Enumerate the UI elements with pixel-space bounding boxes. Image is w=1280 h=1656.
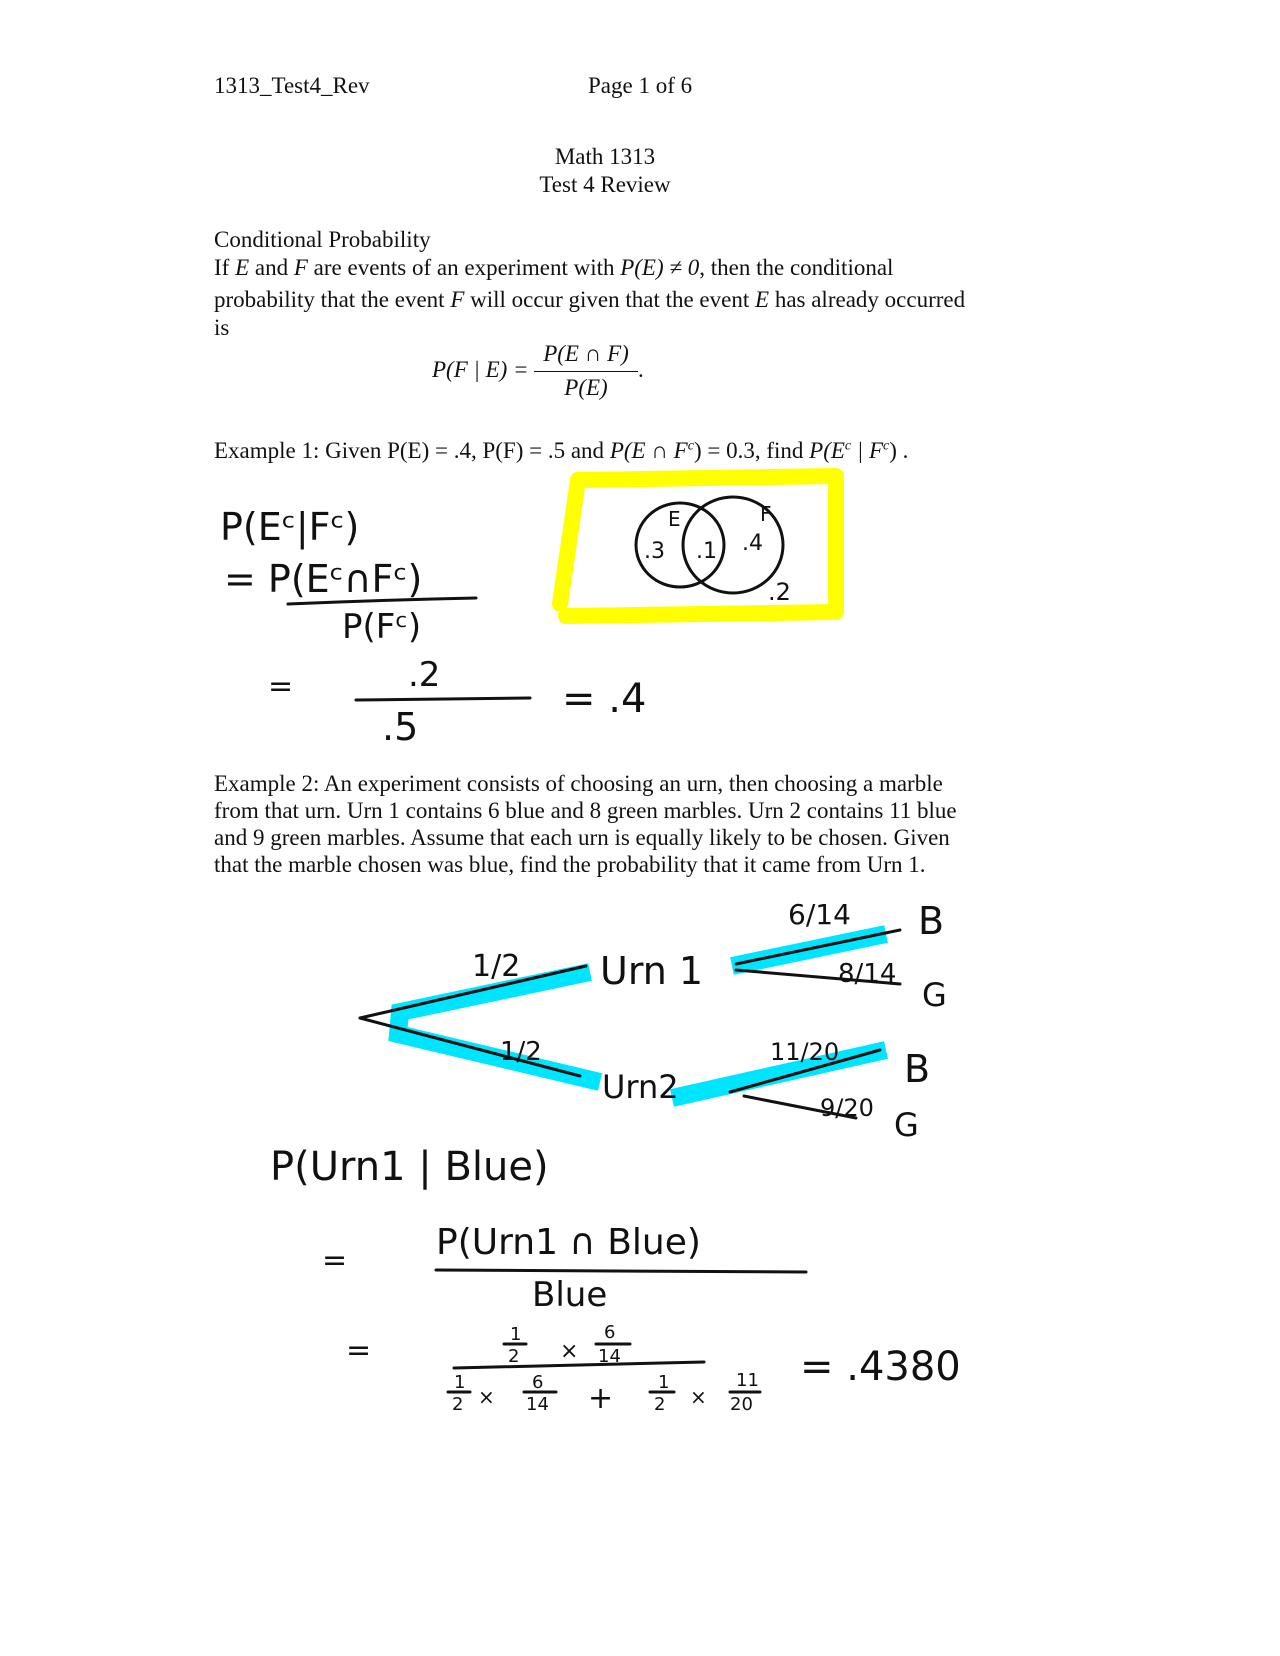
definition-line1: If E and F are events of an experiment with P(E) ≠ 0, then the conditional [214, 255, 894, 280]
svg-text:1: 1 [510, 1324, 522, 1345]
venn-label-e: E [668, 507, 681, 531]
tree-prob-urn2: 1/2 [500, 1037, 542, 1067]
example2-line1: Example 2: An experiment consists of choosing an urn, then choosing a marble [214, 771, 943, 796]
definition-line2: probability that the event F will occur given that the event E has already occurred [214, 287, 966, 312]
tree-outcome-g1: G [922, 976, 947, 1014]
svg-text:11: 11 [736, 1370, 759, 1391]
svg-text:20: 20 [730, 1394, 753, 1415]
venn-only-e: .3 [644, 539, 665, 564]
svg-text:14: 14 [526, 1394, 549, 1415]
ex2-hw-fraction-bar1 [436, 1270, 806, 1272]
ex2-hw-frac-denominator [448, 1370, 760, 1416]
svg-text:14: 14 [598, 1346, 621, 1367]
svg-text:2: 2 [452, 1394, 464, 1415]
svg-text:6: 6 [604, 1322, 616, 1343]
formula-lhs: P(F | E) = [432, 357, 529, 382]
ex1-hw-fraction-bar2 [356, 698, 530, 700]
page-number: Page 1 of 6 [588, 73, 693, 98]
tree-prob-blue-urn1: 6/14 [788, 898, 851, 931]
example1-statement: Example 1: Given P(E) = .4, P(F) = .5 and P(E ∩ $F^c) = 0.3$, find $P(E^c$ | $F^c$) . [214, 438, 909, 463]
ex2-hw-frac-numerator [504, 1322, 630, 1367]
svg-text:+: + [588, 1381, 614, 1416]
svg-text:1: 1 [658, 1372, 670, 1393]
tree-outcome-g2: G [894, 1106, 919, 1144]
formula-numerator: P(E ∩ F) [543, 341, 629, 366]
venn-diagram [636, 497, 791, 606]
tree-prob-blue-urn2: 11/20 [770, 1038, 840, 1066]
example2-line2: from that urn. Urn 1 contains 6 blue and 8 green marbles. Urn 2 contains 11 blue [214, 798, 957, 823]
ex1-hw-den1: P(Fᶜ) [342, 607, 422, 647]
svg-text:2: 2 [654, 1394, 666, 1415]
tree-prob-green-urn1: 8/14 [838, 959, 897, 989]
venn-outside: .2 [768, 578, 791, 606]
svg-text:×: × [690, 1385, 707, 1409]
ex2-hw-line1: P(Urn1 | Blue) [270, 1144, 549, 1190]
tree-prob-green-urn2: 9/20 [820, 1094, 874, 1122]
definition-line3: is [214, 315, 230, 340]
section-heading: Conditional Probability [214, 227, 431, 252]
ex2-hw-denominator: Blue [532, 1275, 608, 1315]
formula-period: . [638, 357, 644, 382]
ex2-hw-eq2: = [346, 1333, 372, 1368]
document-id: 1313_Test4_Rev [214, 73, 370, 98]
svg-text:6: 6 [532, 1372, 544, 1393]
svg-text:×: × [560, 1339, 579, 1364]
example2-line3: and 9 green marbles. Assume that each urn is equally likely to be chosen. Given [214, 825, 950, 850]
tree-prob-urn1: 1/2 [472, 949, 521, 984]
doc-title-line1: Math 1313 [554, 144, 656, 169]
tree-outcome-b2: B [904, 1047, 931, 1091]
ex1-hw-den2: .5 [382, 705, 419, 749]
tree-node-urn1: Urn 1 [600, 949, 704, 993]
ex2-hw-eq1: = [322, 1243, 348, 1278]
venn-only-f: .4 [742, 531, 763, 556]
tree-node-urn2: Urn2 [602, 1068, 679, 1106]
svg-text:2: 2 [508, 1346, 520, 1367]
ex1-hw-line1: P(Eᶜ|Fᶜ) [220, 505, 360, 549]
svg-text:×: × [478, 1385, 495, 1409]
ex2-hw-fraction-bar2 [454, 1362, 704, 1368]
ex1-hw-line2: = P(Eᶜ∩Fᶜ) [224, 557, 423, 601]
tree-outcome-b1: B [918, 899, 945, 943]
example2-line4: that the marble chosen was blue, find the probability that it came from Urn 1. [214, 852, 926, 877]
ex2-hw-numerator: P(Urn1 ∩ Blue) [436, 1222, 701, 1263]
ex1-hw-result: = .4 [562, 676, 647, 722]
ex1-hw-eq: = [268, 669, 294, 704]
svg-text:1: 1 [454, 1372, 466, 1393]
venn-intersection: .1 [696, 539, 717, 564]
venn-label-f: F [760, 502, 772, 526]
ex2-hw-result: = .4380 [800, 1344, 961, 1390]
doc-title-line2: Test 4 Review [539, 172, 671, 197]
formula-denominator: P(E) [564, 375, 608, 400]
ex1-hw-num2: .2 [408, 655, 441, 695]
